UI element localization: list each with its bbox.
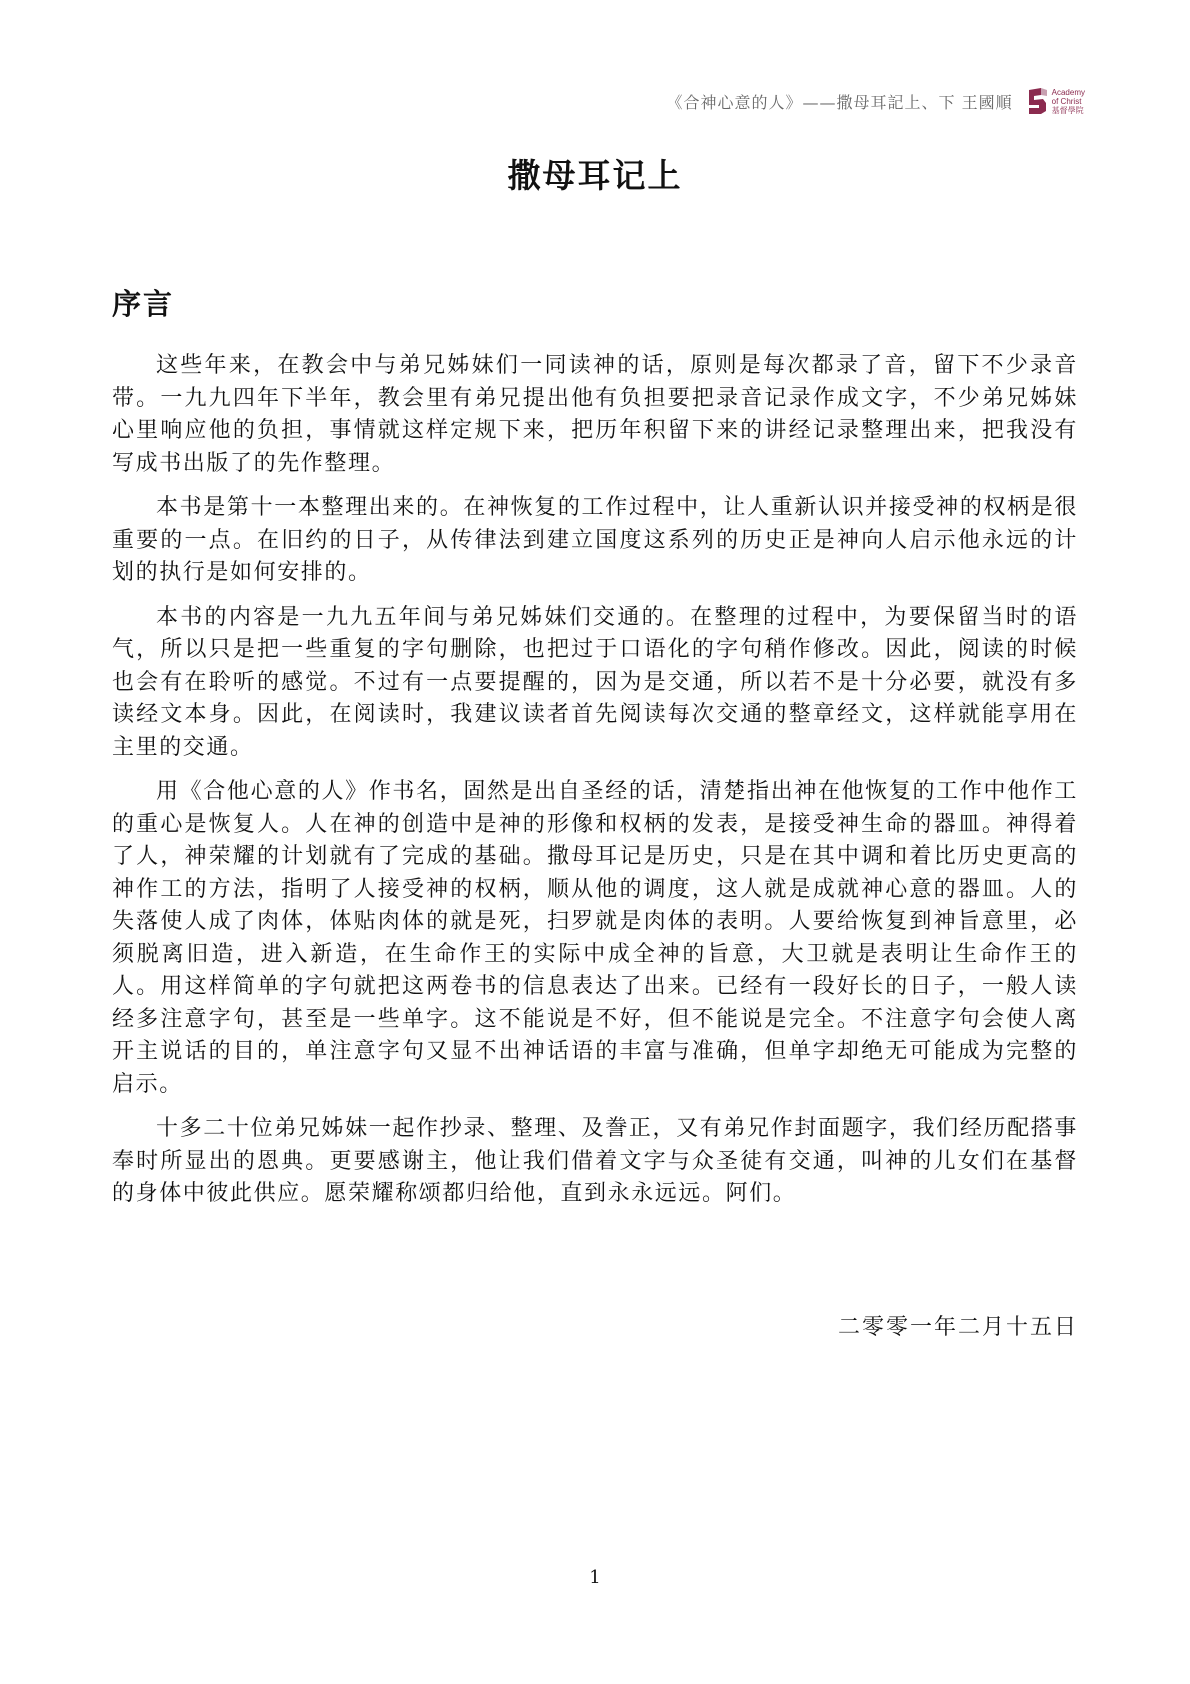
paragraph-5: 十多二十位弟兄姊妹一起作抄录、整理、及誊正，又有弟兄作封面题字，我们经历配搭事奉时所显出的恩典。更要感谢主，他让我们借着文字与众圣徒有交通，叫神的儿女们在基督的身体中彼此供应。愿荣耀称颂都归给他，直到永永远远。阿们。 [112,1116,1078,1206]
running-title: 《合神心意的人》——撒母耳記上、下 王國順 [666,92,1013,112]
preface-date: 二零零一年二月十五日 [837,1315,1078,1340]
page-header [667,86,1085,116]
logo-text [1052,88,1085,115]
paragraph-1: 这些年来，在教会中与弟兄姊妹们一同读神的话，原则是每次都录了音，留下不少录音带。一九九四年下半年，教会里有弟兄提出他有负担要把录音记录作成文字，不少弟兄姊妹心里响应他的负担，事情就这样定规下来，把历年积留下来的讲经记录整理出来，把我没有写成书出版了的先作整理。 [112,353,1078,476]
logo-line-1: Academy [1051,87,1085,97]
document-title: 撒母耳记上 [507,156,683,195]
academy-logo-icon [1027,86,1049,116]
section-heading: 序言 [112,287,175,321]
paragraph-4: 用《合他心意的人》作书名，固然是出自圣经的话，清楚指出神在他恢复的工作中他作工的重心是恢复人。人在神的创造中是神的形像和权柄的发表，是接受神生命的器皿。神得着了人，神荣耀的计划就有了完成的基础。撒母耳记是历史，只是在其中调和着比历史更高的神作工的方法，指明了人接受神的权柄，顺从他的调度，这人就是成就神心意的器皿。人的失落使人成了肉体，体贴肉体的就是死，扫罗就是肉体的表明。人要给恢复到神旨意里，必须脱离旧造，进入新造，在生命作王的实际中成全神的旨意，大卫就是表明让生命作王的人。用这样简单的字句就把这两卷书的信息表达了出来。已经有一段好长的日子，一般人读经多注意字句，甚至是一些单字。这不能说是不好，但不能说是完全。不注意字句会使人离开主说话的目的，单注意字句又显不出神话语的丰富与准确，但单字却绝无可能成为完整的启示。 [112,779,1078,1097]
preface-body [112,350,1078,1223]
paragraph-2: 本书是第十一本整理出来的。在神恢复的工作过程中，让人重新认识并接受神的权柄是很重要的一点。在旧约的日子，从传律法到建立国度这系列的历史正是神向人启示他永远的计划的执行是如何安排的。 [112,495,1078,585]
academy-logo [1027,86,1085,116]
logo-line-2: of Christ [1051,96,1082,106]
paragraph-3: 本书的内容是一九九五年间与弟兄姊妹们交通的。在整理的过程中，为要保留当时的语气，所以只是把一些重复的字句删除，也把过于口语化的字句稍作修改。因此，阅读的时候也会有在聆听的感觉。不过有一点要提醒的，因为是交通，所以若不是十分必要，就没有多读经文本身。因此，在阅读时，我建议读者首先阅读每次交通的整章经文，这样就能享用在主里的交通。 [112,604,1078,760]
logo-line-3: 基督學院 [1051,105,1084,115]
page-number: 1 [589,1567,601,1588]
